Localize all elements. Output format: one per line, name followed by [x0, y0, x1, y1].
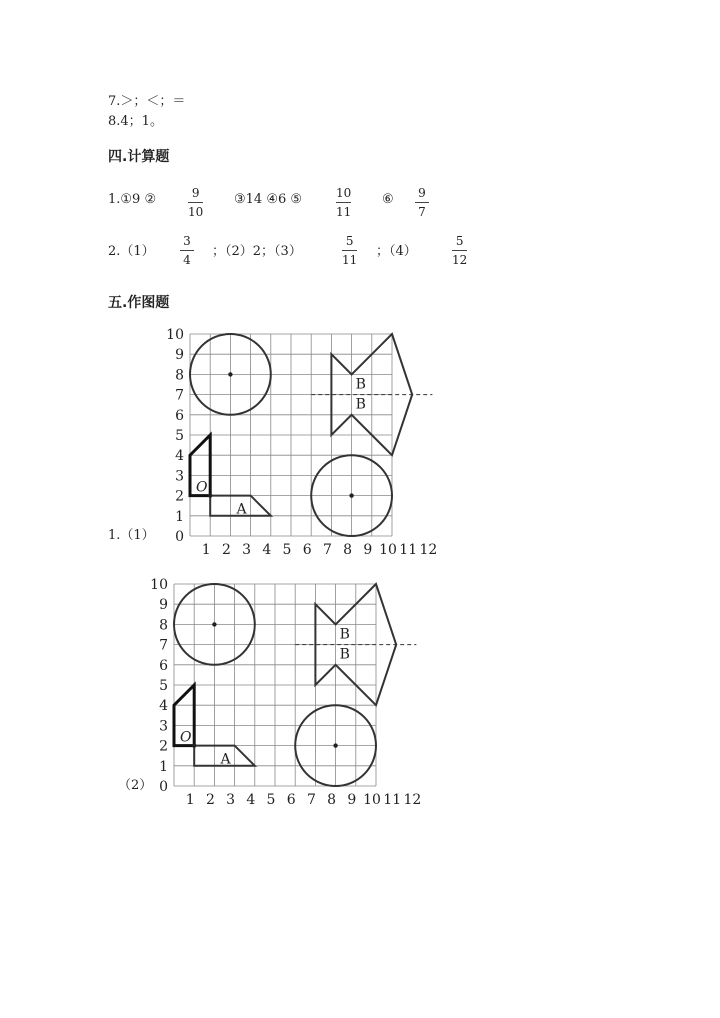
y-tick-label: 4 — [159, 698, 168, 715]
calc2-fraction-3 — [452, 234, 467, 267]
grid-figure-1 — [160, 328, 450, 558]
shape-a-label: A — [220, 751, 231, 768]
x-tick-label: 5 — [266, 792, 276, 808]
x-tick-label: 3 — [242, 542, 252, 558]
calc2-fraction-2 — [342, 234, 357, 267]
x-tick-label: 5 — [282, 542, 292, 558]
y-tick-label: 7 — [175, 387, 184, 404]
x-tick-label: 10 — [379, 542, 397, 558]
x-tick-label: 4 — [246, 792, 256, 808]
calc1-fraction-3 — [415, 186, 429, 219]
x-tick-label: 8 — [327, 792, 337, 808]
x-tick-label: 3 — [226, 792, 236, 808]
circle-center-dot — [212, 622, 216, 626]
y-tick-label: 6 — [175, 407, 184, 424]
y-tick-label: 5 — [159, 678, 168, 694]
shape-b-label: B — [339, 626, 350, 643]
denominator: 12 — [452, 253, 468, 267]
numerator: 5 — [345, 234, 354, 248]
x-tick-label: 12 — [403, 792, 422, 808]
y-tick-label: 2 — [159, 738, 168, 755]
y-tick-label: 2 — [175, 488, 184, 505]
shape-b-label: B — [355, 376, 366, 393]
y-tick-label: 3 — [159, 718, 168, 735]
y-tick-label: 6 — [159, 657, 168, 674]
x-tick-label: 6 — [286, 792, 296, 808]
numerator: 10 — [336, 186, 352, 200]
denominator: 4 — [183, 253, 191, 267]
fraction-bar — [180, 250, 194, 251]
answer-q7: 7.＞；＜；＝ — [108, 94, 186, 109]
y-tick-label: 10 — [166, 328, 184, 343]
x-tick-label: 7 — [322, 542, 332, 558]
drawing-label-2: （2） — [118, 778, 153, 793]
x-tick-label: 2 — [221, 542, 231, 558]
denominator: 11 — [336, 205, 352, 219]
calc2-prefix: 2.（1） — [108, 244, 155, 259]
section4-heading: 四.计算题 — [108, 149, 170, 165]
y-tick-label: 9 — [159, 597, 168, 614]
x-tick-label: 10 — [363, 792, 381, 808]
fraction-bar — [452, 250, 467, 251]
point-o — [208, 493, 212, 497]
fraction-bar — [415, 202, 429, 203]
y-tick-label: 1 — [159, 758, 168, 775]
numerator: 3 — [183, 234, 191, 248]
numerator: 9 — [191, 186, 200, 200]
x-tick-label: 11 — [383, 792, 402, 808]
numerator: 5 — [455, 234, 464, 248]
calc2-middle: ；（2）2；（3） — [212, 244, 302, 259]
y-tick-label: 8 — [159, 617, 168, 634]
x-tick-label: 11 — [399, 542, 418, 558]
section5-heading: 五.作图题 — [108, 295, 170, 311]
fraction-bar — [188, 202, 203, 203]
shape-b-label: B — [339, 646, 350, 663]
fraction-bar — [342, 250, 357, 251]
x-tick-label: 9 — [347, 792, 357, 808]
calc1-prefix: 1.①9 ② — [108, 192, 157, 207]
calc1-fraction-2 — [336, 186, 351, 219]
y-tick-label: 4 — [175, 448, 184, 465]
x-tick-label: 7 — [306, 792, 316, 808]
y-tick-label: 8 — [175, 367, 184, 384]
x-tick-label: 4 — [262, 542, 272, 558]
circle-center-dot — [228, 372, 232, 376]
y-tick-label: 5 — [175, 428, 184, 444]
denominator: 11 — [342, 253, 358, 267]
x-tick-label: 9 — [363, 542, 373, 558]
calc1-middle-2: ⑥ — [382, 192, 394, 207]
denominator: 7 — [418, 205, 426, 219]
y-tick-label: 7 — [159, 637, 168, 654]
point-o — [192, 743, 196, 747]
circle-center-dot — [349, 493, 353, 497]
x-tick-label: 8 — [343, 542, 353, 558]
fraction-bar — [336, 202, 351, 203]
x-tick-label: 1 — [201, 542, 211, 558]
calc1-fraction-1 — [188, 186, 203, 219]
calc2-fraction-1 — [180, 234, 194, 267]
numerator: 9 — [418, 186, 426, 200]
answer-q8: 8.4；1。 — [108, 114, 163, 129]
x-tick-label: 6 — [302, 542, 312, 558]
y-tick-label: 9 — [175, 347, 184, 364]
shape-b-label: B — [355, 396, 366, 413]
y-tick-label: 0 — [159, 779, 168, 795]
calc2-middle-2: ；（4） — [376, 244, 417, 259]
y-tick-label: 0 — [175, 529, 184, 545]
denominator: 10 — [188, 205, 204, 219]
point-o-label: O — [180, 729, 192, 746]
circle-center-dot — [333, 743, 337, 747]
y-tick-label: 10 — [150, 578, 168, 593]
grid-figure-2 — [144, 578, 434, 808]
x-tick-label: 2 — [205, 792, 215, 808]
x-tick-label: 12 — [419, 542, 438, 558]
y-tick-label: 3 — [175, 468, 184, 485]
shape-a-label: A — [236, 501, 247, 518]
x-tick-label: 1 — [185, 792, 195, 808]
calc1-middle: ③14 ④6 ⑤ — [234, 192, 303, 207]
point-o-label: O — [196, 479, 208, 496]
y-tick-label: 1 — [175, 508, 184, 525]
drawing-label-1: 1.（1） — [108, 528, 155, 543]
